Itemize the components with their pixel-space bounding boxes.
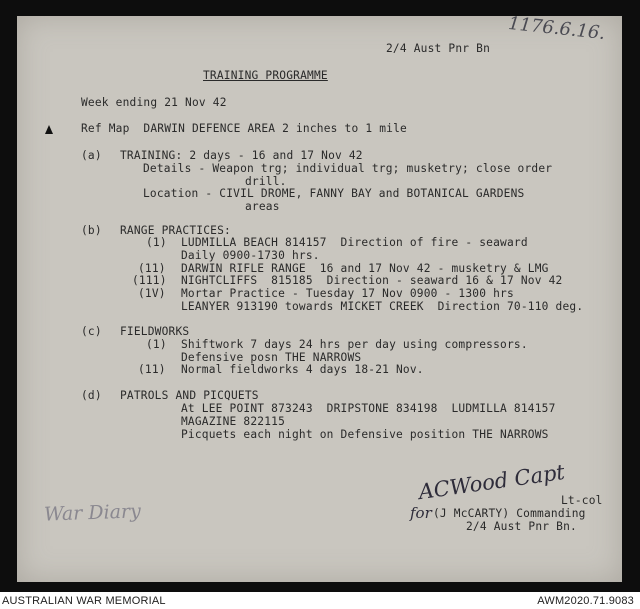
section-a-heading: TRAINING: 2 days - 16 and 17 Nov 42: [120, 149, 363, 162]
section-a-details-cont: drill.: [245, 175, 287, 188]
section-d-line: MAGAZINE 822115: [181, 415, 286, 428]
section-d-line: Picquets each night on Defensive position THE NARROWS: [181, 428, 549, 441]
list-item: Mortar Practice - Tuesday 17 Nov 0900 - 1300 hrs: [181, 287, 514, 300]
section-a-location-cont: areas: [245, 200, 280, 213]
handwritten-reference: 1176.6.16.: [507, 12, 607, 45]
section-d-heading: PATROLS AND PICQUETS: [120, 389, 259, 402]
section-d-line: At LEE POINT 873243 DRIPSTONE 834198 LUDMILLA 814157: [181, 402, 556, 415]
pencil-margin-note: War Diary: [43, 500, 142, 526]
section-a-details: Details - Weapon trg; individual trg; musketry; close order: [143, 162, 553, 175]
punch-hole-mark: [45, 125, 53, 134]
section-a-label: (a): [81, 149, 102, 162]
list-item: DARWIN RIFLE RANGE 16 and 17 Nov 42 - musketry & LMG: [181, 262, 549, 275]
list-item-number: (1): [146, 236, 167, 249]
section-d-label: (d): [81, 389, 102, 402]
list-item: Shiftwork 7 days 24 hrs per day using compressors.: [181, 338, 528, 351]
section-c-heading: FIELDWORKS: [120, 325, 190, 338]
list-item-number: (11): [138, 363, 166, 376]
handwritten-for: for: [410, 504, 432, 522]
section-a-location: Location - CIVIL DROME, FANNY BAY and BOTANICAL GARDENS: [143, 187, 525, 200]
footer-credit: AUSTRALIAN WAR MEMORIAL: [2, 595, 166, 607]
list-item: Normal fieldworks 4 days 18-21 Nov.: [181, 363, 424, 376]
document-title: TRAINING PROGRAMME: [203, 69, 328, 82]
handwritten-signature: ACWood Capt: [417, 459, 567, 505]
list-item: LEANYER 913190 towards MICKET CREEK Direction 70-110 deg.: [181, 300, 584, 313]
list-item: Daily 0900-1730 hrs.: [181, 249, 320, 262]
signature-name: (J McCARTY) Commanding: [433, 507, 586, 520]
reference-map: Ref Map DARWIN DEFENCE AREA 2 inches to 1 mile: [81, 122, 407, 135]
signature-unit: 2/4 Aust Pnr Bn.: [466, 520, 577, 533]
unit-header: 2/4 Aust Pnr Bn: [386, 42, 491, 55]
list-item: NIGHTCLIFFS 815185 Direction - seaward 16 & 17 Nov 42: [181, 274, 563, 287]
list-item: Defensive posn THE NARROWS: [181, 351, 362, 364]
signature-rank: Lt-col: [561, 494, 603, 507]
section-b-heading: RANGE PRACTICES:: [120, 224, 231, 237]
week-ending: Week ending 21 Nov 42: [81, 96, 227, 109]
list-item-number: (11): [138, 262, 166, 275]
section-c-label: (c): [81, 325, 102, 338]
section-b-label: (b): [81, 224, 102, 237]
list-item-number: (111): [132, 274, 167, 287]
list-item-number: (1): [146, 338, 167, 351]
footer-accession-number: AWM2020.71.9083: [537, 595, 634, 607]
list-item-number: (1V): [138, 287, 166, 300]
list-item: LUDMILLA BEACH 814157 Direction of fire - seaward: [181, 236, 528, 249]
